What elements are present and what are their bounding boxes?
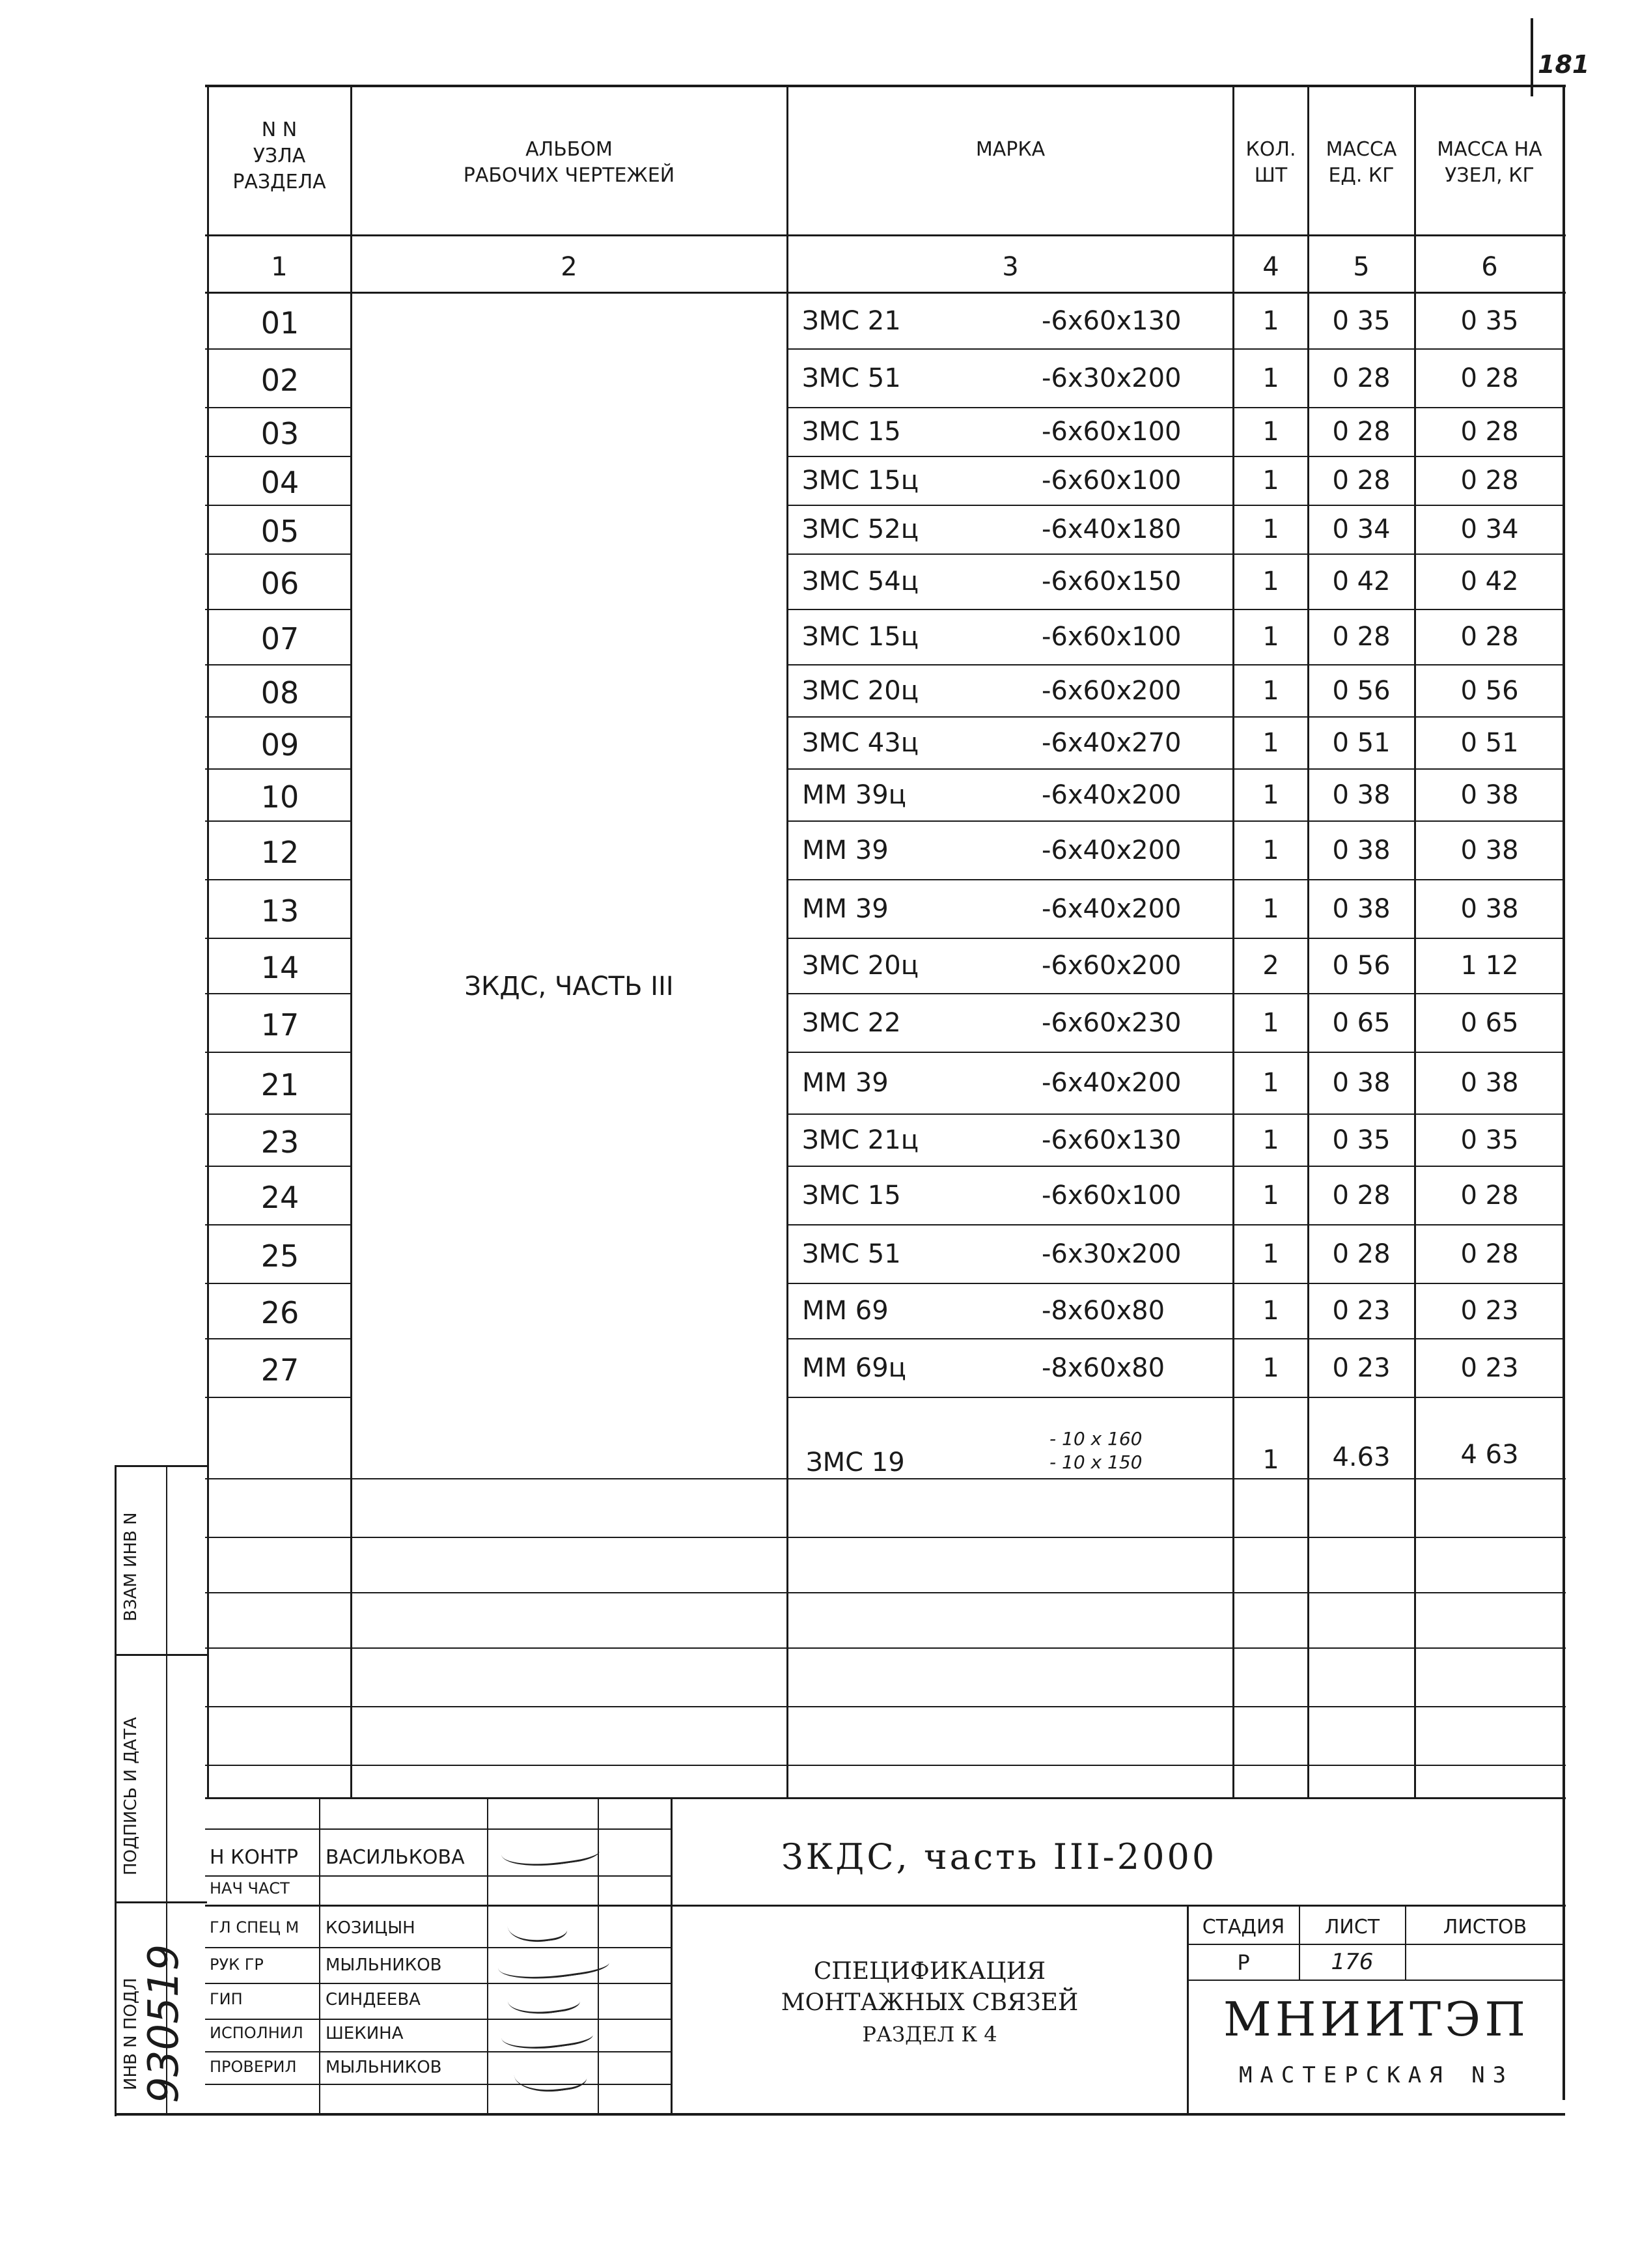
node-mass: 0 28 [1460, 622, 1519, 652]
organization-name: МНИИТЭП [1223, 1992, 1529, 2047]
unit-mass: 0 28 [1332, 466, 1391, 496]
header-node-mass: МАССА НА УЗЕЛ, КГ [1437, 138, 1542, 187]
staff-role: ИСПОЛНИЛ [210, 2024, 303, 2042]
quantity: 1 [1262, 1068, 1279, 1098]
unit-mass: 0 42 [1332, 567, 1391, 596]
plate-size: -6х40х200 [1042, 1068, 1182, 1098]
node-mass: 0 23 [1460, 1353, 1519, 1383]
plate-size: -6х40х200 [1042, 780, 1182, 810]
node-mass: 0 35 [1460, 1125, 1519, 1155]
col-number-2: 2 [561, 252, 577, 282]
mark-code: ЗМС 52ц [802, 514, 919, 544]
mark-code: ЗМС 20ц [802, 676, 919, 706]
staff-role: ГИП [210, 1990, 243, 2008]
signature-mylnikov-1 [497, 1942, 610, 1985]
node-number: 21 [260, 1067, 299, 1102]
side-label-original-inv: ИНВ N ПОДЛ [121, 1978, 141, 2090]
quantity: 1 [1262, 835, 1279, 865]
extra-row-node-mass: 4 63 [1460, 1440, 1519, 1470]
quantity: 1 [1262, 514, 1279, 544]
mark-code: ММ 39ц [802, 780, 906, 810]
unit-mass: 0 38 [1332, 1068, 1391, 1098]
plate-size: -6х60х100 [1042, 622, 1182, 652]
node-number: 04 [260, 465, 299, 500]
node-mass: 0 42 [1460, 567, 1519, 596]
quantity: 1 [1262, 466, 1279, 496]
quantity: 1 [1262, 1008, 1279, 1038]
signature-kozitsyn [506, 1907, 568, 1946]
plate-size: -6х60х130 [1042, 1125, 1182, 1155]
plate-size: -6х60х100 [1042, 1181, 1182, 1211]
node-mass: 0 38 [1460, 1068, 1519, 1098]
col-number-4: 4 [1262, 252, 1279, 282]
mark-code: ЗМС 15ц [802, 466, 919, 496]
node-number: 25 [260, 1239, 299, 1274]
quantity: 1 [1262, 1296, 1279, 1326]
node-number: 26 [260, 1295, 299, 1330]
signature-sindeeva [507, 1981, 581, 2019]
quantity: 1 [1262, 567, 1279, 596]
plate-size: -8х60х80 [1042, 1353, 1165, 1383]
extra-row-mark: ЗМС 19 [806, 1448, 905, 1477]
plate-size: -6х40х200 [1042, 835, 1182, 865]
sheet-label: ЛИСТ [1324, 1916, 1380, 1939]
node-mass: 0 28 [1460, 466, 1519, 496]
workshop-name: МАСТЕРСКАЯ N3 [1238, 2062, 1514, 2088]
quantity: 1 [1262, 728, 1279, 758]
node-number: 24 [260, 1180, 299, 1215]
quantity: 1 [1262, 894, 1279, 924]
quantity: 1 [1262, 1125, 1279, 1155]
unit-mass: 0 56 [1332, 676, 1391, 706]
unit-mass: 0 35 [1332, 1125, 1391, 1155]
staff-name: КОЗИЦЫН [326, 1918, 415, 1938]
mark-code: ЗМС 20ц [802, 951, 919, 981]
doc-title-line2: МОНТАЖНЫХ СВЯЗЕЙ [781, 1989, 1079, 2016]
unit-mass: 0 51 [1332, 728, 1391, 758]
unit-mass: 0 28 [1332, 417, 1391, 447]
plate-size: -6х40х200 [1042, 894, 1182, 924]
staff-name: МЫЛЬНИКОВ [326, 2058, 442, 2077]
album-name: ЗКДС, ЧАСТЬ III [464, 972, 674, 1001]
unit-mass: 0 28 [1332, 1181, 1391, 1211]
plate-size: -6х60х100 [1042, 417, 1182, 447]
quantity: 1 [1262, 1239, 1279, 1269]
mark-code: ЗМС 54ц [802, 567, 919, 596]
node-mass: 0 28 [1460, 1181, 1519, 1211]
signature-vasilkova [500, 1831, 601, 1872]
quantity: 1 [1262, 417, 1279, 447]
quantity: 1 [1262, 306, 1279, 336]
node-mass: 0 35 [1460, 306, 1519, 336]
unit-mass: 0 56 [1332, 951, 1391, 981]
col-number-1: 1 [271, 252, 288, 282]
node-mass: 1 12 [1460, 951, 1519, 981]
staff-name: МЫЛЬНИКОВ [326, 1955, 442, 1975]
signature-mylnikov-2 [512, 2053, 588, 2097]
sheets-label: ЛИСТОВ [1443, 1916, 1527, 1939]
unit-mass: 0 35 [1332, 306, 1391, 336]
node-mass: 0 56 [1460, 676, 1519, 706]
node-mass: 0 38 [1460, 780, 1519, 810]
extra-row-size-1: - 10 х 160 [1049, 1428, 1143, 1449]
stage-value: Р [1237, 1950, 1250, 1975]
side-stamp-number: 930519 [140, 1944, 188, 2103]
doc-title-line1: СПЕЦИФИКАЦИЯ [813, 1958, 1046, 1985]
extra-row-size-2: - 10 х 150 [1049, 1451, 1143, 1473]
plate-size: -6х60х200 [1042, 676, 1182, 706]
node-number: 13 [260, 893, 299, 929]
staff-name: ВАСИЛЬКОВА [326, 1846, 465, 1869]
node-number: 08 [260, 675, 299, 710]
unit-mass: 0 34 [1332, 514, 1391, 544]
plate-size: -6х60х150 [1042, 567, 1182, 596]
node-number: 10 [260, 779, 299, 815]
quantity: 1 [1262, 622, 1279, 652]
node-number: 27 [260, 1352, 299, 1388]
node-number: 01 [260, 305, 299, 341]
node-mass: 0 51 [1460, 728, 1519, 758]
col-number-3: 3 [1002, 252, 1019, 282]
staff-role: ПРОВЕРИЛ [210, 2058, 297, 2076]
mark-code: ЗМС 22 [802, 1008, 901, 1038]
quantity: 1 [1262, 363, 1279, 393]
side-label-replaced-inv: ВЗАМ ИНВ N [121, 1512, 141, 1621]
node-number: 03 [260, 416, 299, 451]
staff-role: РУК ГР [210, 1955, 264, 1974]
sheet-value: 176 [1331, 1949, 1374, 1975]
node-mass: 0 28 [1460, 1239, 1519, 1269]
document-code: ЗКДС, часть III-2000 [781, 1836, 1217, 1877]
unit-mass: 0 65 [1332, 1008, 1391, 1038]
side-label-signature-date: ПОДПИСЬ И ДАТА [121, 1716, 141, 1875]
node-number: 17 [260, 1007, 299, 1043]
signature-shekina [500, 2015, 594, 2054]
node-mass: 0 28 [1460, 363, 1519, 393]
mark-code: ММ 39 [802, 835, 889, 865]
node-number: 12 [260, 835, 299, 870]
mark-code: ЗМС 15ц [802, 622, 919, 652]
col-number-6: 6 [1481, 252, 1498, 282]
sheet-number: 181 [1538, 50, 1590, 79]
node-number: 23 [260, 1125, 299, 1160]
staff-role: ГЛ СПЕЦ М [210, 1918, 299, 1937]
header-mark: МАРКА [975, 138, 1046, 161]
plate-size: -6х30х200 [1042, 363, 1182, 393]
unit-mass: 0 28 [1332, 1239, 1391, 1269]
doc-title-line3: РАЗДЕЛ К 4 [862, 2022, 997, 2047]
node-mass: 0 34 [1460, 514, 1519, 544]
node-number: 14 [260, 950, 299, 985]
node-mass: 0 38 [1460, 835, 1519, 865]
col-number-5: 5 [1353, 252, 1370, 282]
plate-size: -6х30х200 [1042, 1239, 1182, 1269]
header-node-number: N N УЗЛА РАЗДЕЛА [232, 119, 326, 193]
staff-name: ШЕКИНА [326, 2024, 404, 2043]
mark-code: ЗМС 51 [802, 363, 901, 393]
plate-size: -6х40х270 [1042, 728, 1182, 758]
unit-mass: 0 38 [1332, 894, 1391, 924]
node-number: 07 [260, 621, 299, 656]
mark-code: ММ 69ц [802, 1353, 906, 1383]
mark-code: ЗМС 15 [802, 1181, 901, 1211]
mark-code: ЗМС 15 [802, 417, 901, 447]
quantity: 1 [1262, 676, 1279, 706]
plate-size: -6х60х130 [1042, 306, 1182, 336]
extra-row-qty: 1 [1262, 1445, 1279, 1475]
unit-mass: 0 38 [1332, 835, 1391, 865]
plate-size: -8х60х80 [1042, 1296, 1165, 1326]
mark-code: ЗМС 51 [802, 1239, 901, 1269]
quantity: 1 [1262, 780, 1279, 810]
mark-code: ММ 39 [802, 1068, 889, 1098]
node-number: 09 [260, 727, 299, 763]
node-number: 05 [260, 514, 299, 549]
unit-mass: 0 23 [1332, 1296, 1391, 1326]
unit-mass: 0 28 [1332, 622, 1391, 652]
mark-code: ЗМС 21ц [802, 1125, 919, 1155]
stage-label: СТАДИЯ [1202, 1916, 1285, 1939]
mark-code: ММ 39 [802, 894, 889, 924]
staff-role: Н КОНТР [210, 1846, 298, 1869]
node-number: 06 [260, 566, 299, 601]
plate-size: -6х60х200 [1042, 951, 1182, 981]
unit-mass: 0 23 [1332, 1353, 1391, 1383]
plate-size: -6х60х230 [1042, 1008, 1182, 1038]
quantity: 1 [1262, 1353, 1279, 1383]
staff-role: НАЧ ЧАСТ [210, 1879, 290, 1897]
unit-mass: 0 38 [1332, 780, 1391, 810]
node-mass: 0 65 [1460, 1008, 1519, 1038]
node-number: 02 [260, 363, 299, 398]
node-mass: 0 23 [1460, 1296, 1519, 1326]
header-qty: КОЛ. ШТ [1245, 138, 1296, 187]
plate-size: -6х60х100 [1042, 466, 1182, 496]
node-mass: 0 38 [1460, 894, 1519, 924]
mark-code: ЗМС 21 [802, 306, 901, 336]
node-mass: 0 28 [1460, 417, 1519, 447]
quantity: 1 [1262, 1181, 1279, 1211]
extra-row-unit-mass: 4.63 [1332, 1442, 1391, 1472]
unit-mass: 0 28 [1332, 363, 1391, 393]
mark-code: ЗМС 43ц [802, 728, 919, 758]
quantity: 2 [1262, 951, 1279, 981]
mark-code: ММ 69 [802, 1296, 889, 1326]
staff-name: СИНДЕЕВА [326, 1990, 421, 2009]
plate-size: -6х40х180 [1042, 514, 1182, 544]
header-unit-mass: МАССА ЕД. КГ [1326, 138, 1397, 187]
header-album: АЛЬБОМ РАБОЧИХ ЧЕРТЕЖЕЙ [463, 138, 675, 187]
